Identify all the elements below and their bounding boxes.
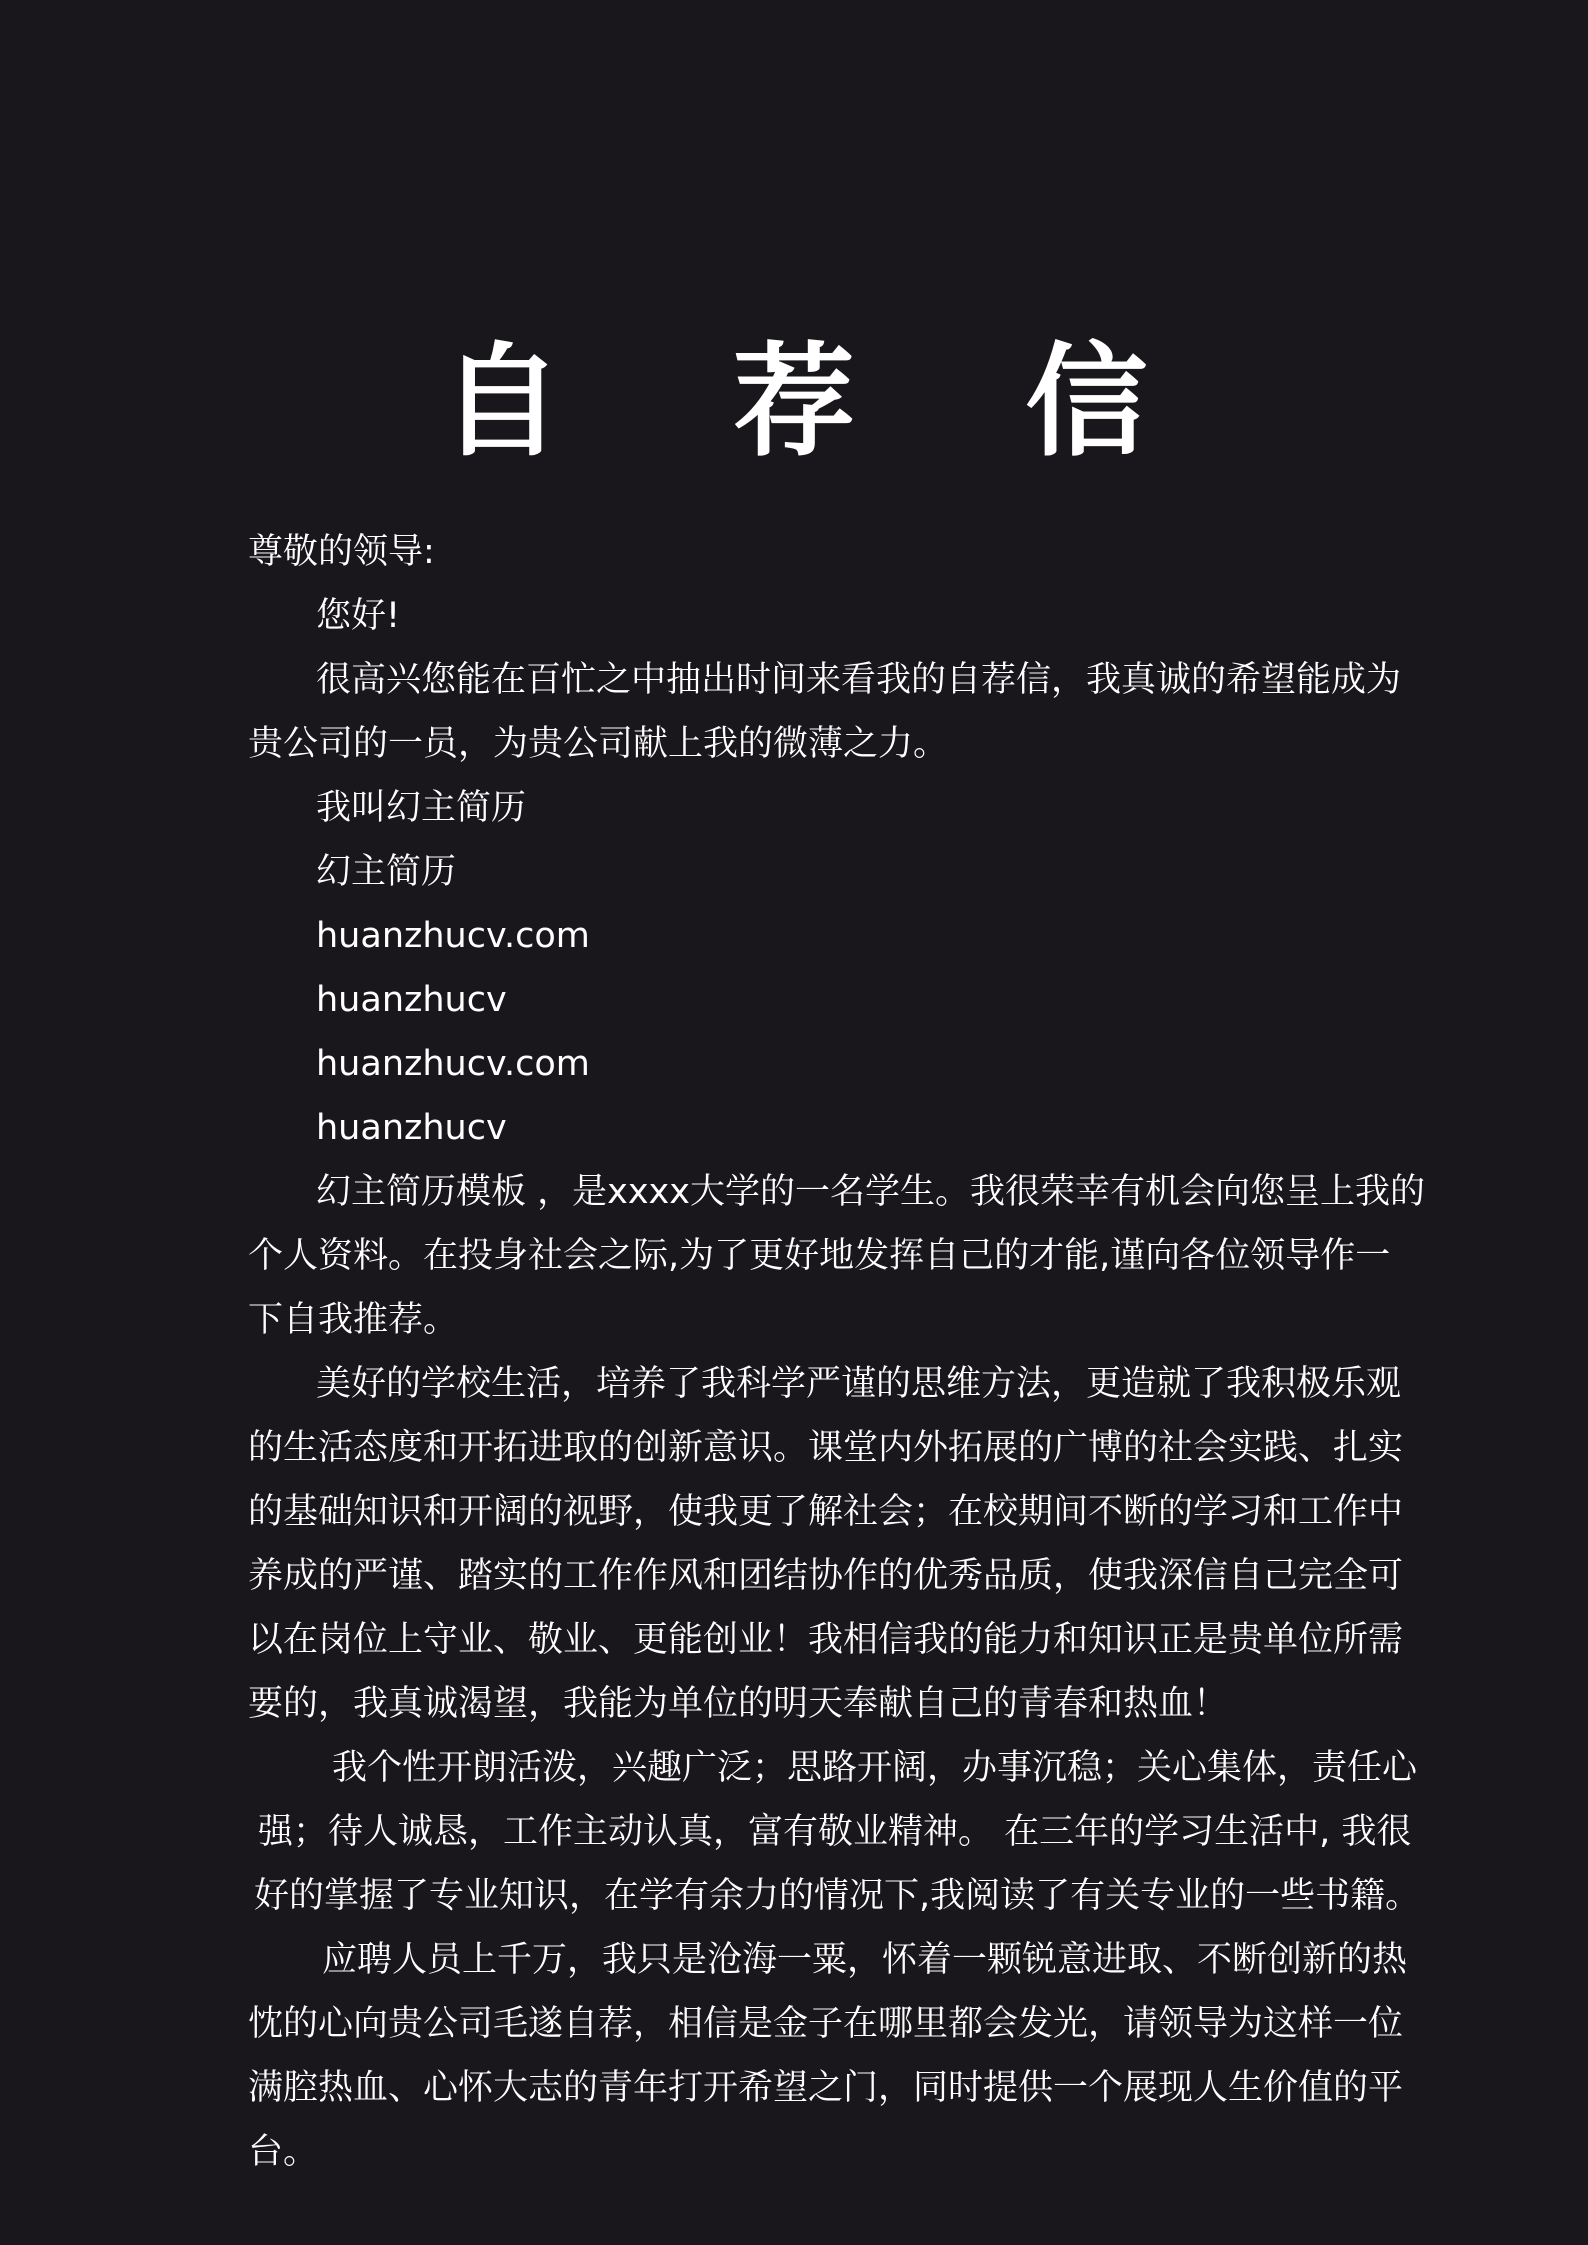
paragraph-line: 的基础知识和开阔的视野，使我更了解社会；在校期间不断的学习和工作中 xyxy=(248,1492,1404,1532)
greeting: 您好! xyxy=(316,596,401,636)
paragraph-personality xyxy=(248,1736,1421,1928)
paragraph-line: 忱的心向贵公司毛遂自荐，相信是金子在哪里都会发光，请领导为这样一位 xyxy=(248,2004,1404,2044)
paragraph-line: 以在岗位上守业、敬业、更能创业！我相信我的能力和知识正是贵单位所需 xyxy=(248,1620,1404,1660)
paragraph-line: 满腔热血、心怀大志的青年打开希望之门，同时提供一个展现人生价值的平 xyxy=(248,2068,1404,2108)
salutation: 尊敬的领导: xyxy=(248,532,435,572)
paragraph-intro xyxy=(248,648,1408,776)
paragraph-info xyxy=(248,776,1408,1160)
paragraph-line: 幻主简历模板 ，是xxxx大学的一名学生。我很荣幸有机会向您呈上我的 xyxy=(316,1172,1425,1212)
page-title: 自 荐 信 xyxy=(440,331,1212,473)
paragraph-line: 的生活态度和开拓进取的创新意识。课堂内外拓展的广博的社会实践、扎实 xyxy=(248,1428,1404,1468)
letter-body xyxy=(248,520,1425,2184)
paragraph-line: 应聘人员上千万，我只是沧海一粟，怀着一颗锐意进取、不断创新的热 xyxy=(322,1940,1408,1980)
paragraph-school xyxy=(248,1352,1408,1736)
paragraph-line: 养成的严谨、踏实的工作作风和团结协作的优秀品质，使我深信自己完全可 xyxy=(248,1556,1404,1596)
info-line: 我叫幻主简历 xyxy=(316,788,527,828)
paragraph-line: 台。 xyxy=(248,2132,319,2172)
paragraph-line: 强；待人诚恳，工作主动认真，富有敬业精神。 在三年的学习生活中, 我很 xyxy=(258,1812,1412,1852)
paragraph-line: 个人资料。在投身社会之际,为了更好地发挥自己的才能,谨向各位领导作一 xyxy=(248,1236,1391,1276)
paragraph-line: 下自我推荐。 xyxy=(248,1300,459,1340)
info-line: 幻主简历 xyxy=(316,852,457,892)
paragraph-line: 好的掌握了专业知识，在学有余力的情况下,我阅读了有关专业的一些书籍。 xyxy=(254,1876,1421,1916)
info-line: huanzhucv.com xyxy=(316,1044,590,1084)
info-line: huanzhucv xyxy=(316,1108,507,1148)
paragraph-line: 美好的学校生活，培养了我科学严谨的思维方法，更造就了我积极乐观 xyxy=(316,1364,1402,1404)
paragraph-line: 很高兴您能在百忙之中抽出时间来看我的自荐信，我真诚的希望能成为 xyxy=(316,660,1402,700)
paragraph-line: 我个性开朗活泼，兴趣广泛；思路开阔，办事沉稳；关心集体，责任心 xyxy=(332,1748,1418,1788)
info-line: huanzhucv xyxy=(316,980,507,1020)
info-line: huanzhucv.com xyxy=(316,916,590,956)
paragraph-line: 要的，我真诚渴望，我能为单位的明天奉献自己的青春和热血！ xyxy=(248,1684,1229,1724)
paragraph-student xyxy=(248,1160,1425,1352)
paragraph-line: 贵公司的一员，为贵公司献上我的微薄之力。 xyxy=(248,724,949,764)
paragraph-closing xyxy=(248,1928,1408,2184)
